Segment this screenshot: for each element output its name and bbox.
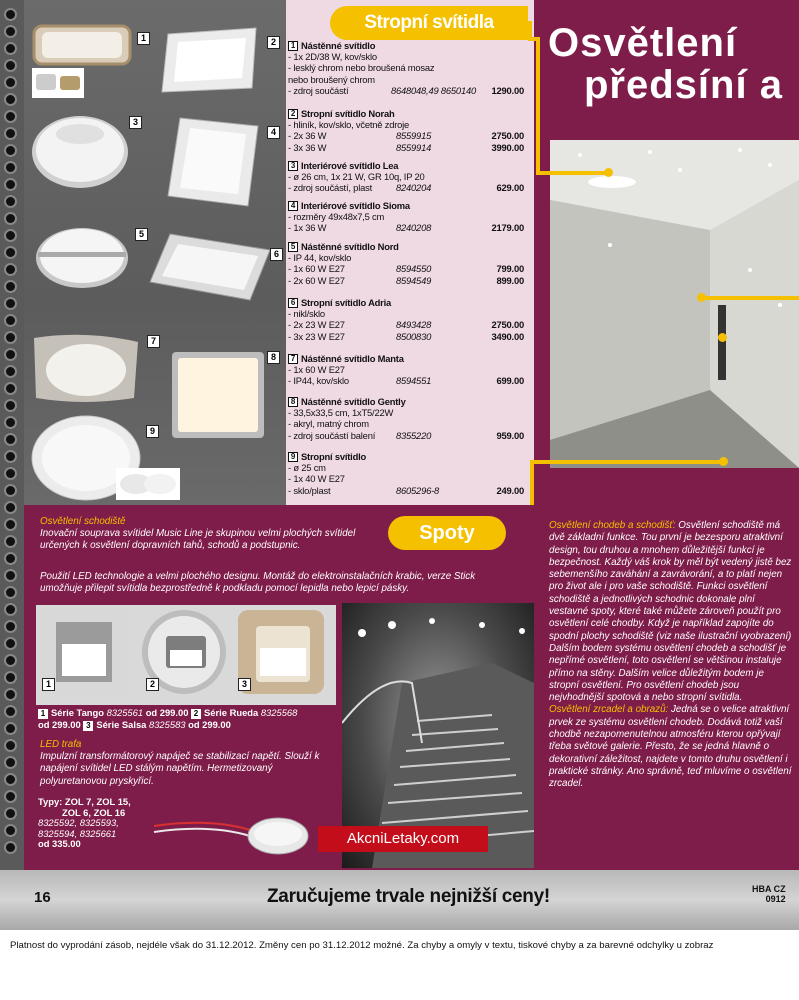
series-rueda-name: Série Rueda: [204, 707, 259, 718]
binding-ring: [6, 503, 15, 512]
watermark: AkcniLetaky.com: [318, 826, 488, 852]
product-spec: - nikl/sklo: [288, 308, 325, 320]
series-salsa-price: od 299.00: [188, 719, 231, 730]
product-price: [476, 462, 524, 473]
product-code: 8594550: [396, 263, 432, 275]
product-item-1: [288, 40, 524, 96]
product-number: 8: [288, 397, 298, 407]
product-3-image: [28, 104, 132, 190]
product-name: Interiérové svítidlo Lea: [301, 160, 399, 171]
binding-ring: [6, 299, 15, 308]
product-spec-row: [288, 418, 524, 429]
product-code: 8605296-8: [396, 484, 440, 496]
series-rueda-code: 8325568: [260, 707, 298, 718]
binding-ring: [6, 758, 15, 767]
product-code: [396, 252, 476, 263]
product-spec: - 1x 60 W E27: [288, 364, 345, 376]
product-price: 899.00: [496, 274, 524, 286]
product-spec: - IP 44, kov/sklo: [288, 252, 352, 264]
product-number: 1: [288, 41, 298, 51]
led-series-line-1: [38, 707, 338, 719]
product-spec: - 2x 36 W: [288, 130, 327, 142]
binding-ring: [6, 367, 15, 376]
product-price: [476, 407, 524, 418]
product-item-8: [288, 396, 524, 441]
hallway-lighting-text: [549, 520, 795, 791]
product-price: [476, 211, 524, 222]
product-code: 8648048,49 8650140: [390, 84, 476, 96]
product-code: [396, 462, 476, 473]
product-price: [476, 418, 524, 429]
series-salsa-name: Série Salsa: [96, 719, 147, 730]
product-name: Nástěnné svítidlo Nord: [301, 241, 399, 252]
product-title: [288, 353, 524, 364]
product-code: 8559915: [396, 130, 432, 142]
connector-line: [700, 296, 799, 300]
series-num-1: 1: [38, 709, 48, 719]
binding-ring: [6, 265, 15, 274]
series-tango-code: 8325561: [106, 707, 144, 718]
product-price: 2750.00: [491, 319, 524, 331]
product-number-9: 9: [146, 425, 159, 438]
product-spec-row: [288, 319, 524, 330]
product-price: [476, 62, 524, 73]
binding-ring: [6, 95, 15, 104]
product-spec-row: [288, 51, 524, 62]
product-number: 6: [288, 298, 298, 308]
binding-ring: [6, 316, 15, 325]
product-code: [409, 119, 476, 130]
product-code: [396, 407, 476, 418]
product-name: Stropní svítidlo Adria: [301, 297, 392, 308]
binding-ring: [6, 248, 15, 257]
product-number-4: 4: [267, 126, 280, 139]
product-spec: - 3x 23 W E27: [288, 330, 345, 342]
product-spec: - hliník, kov/sklo, včetně zdroje: [288, 119, 410, 131]
product-number: 5: [288, 242, 298, 252]
product-spec-row: [288, 182, 524, 193]
product-spec-row: [288, 375, 524, 386]
product-price: 959.00: [496, 429, 524, 441]
product-price: [476, 252, 524, 263]
product-7-image: [30, 332, 142, 406]
product-spec-row: [288, 275, 524, 286]
mirrors-heading: Osvětlení zrcadel a obrazů:: [549, 704, 669, 716]
binding-ring: [6, 588, 15, 597]
product-price: 2179.00: [491, 222, 524, 234]
hallway-photo: [550, 140, 799, 468]
binding-ring: [6, 231, 15, 240]
product-item-6: [288, 297, 524, 342]
product-spec: - 33,5x33,5 cm, 1xT5/22W: [288, 407, 394, 419]
product-spec: - 1x 2D/38 W, kov/sklo: [288, 51, 377, 63]
product-spec-row: [288, 407, 524, 418]
stairs-lights-paragraph-1: Inovační souprava svítidel Music Line je skupinou velmi plochých svítidel určených k osvětlení dopravních tahů, schodů a podstupnic.: [40, 528, 356, 552]
product-number: 4: [288, 201, 298, 211]
binding-ring: [6, 418, 15, 427]
product-spec-row: [288, 308, 524, 319]
product-number-8: 8: [267, 351, 280, 364]
product-code: 8240204: [396, 182, 432, 194]
product-code: 8355220: [396, 429, 432, 441]
product-name: Interiérové svítidlo Sioma: [301, 200, 410, 211]
binding-ring: [6, 809, 15, 818]
product-number: 2: [288, 109, 298, 119]
binding-ring: [6, 469, 15, 478]
product-code: [425, 171, 476, 182]
binding-ring: [6, 707, 15, 716]
product-spec: - lesklý chrom nebo broušená mosaz: [288, 62, 435, 74]
product-number-7: 7: [147, 335, 160, 348]
category-tab: Stropní svítidla: [330, 6, 528, 40]
product-code: 8594549: [396, 274, 432, 286]
product-number-5: 5: [135, 228, 148, 241]
product-5-image: [32, 222, 132, 292]
binding-ring: [6, 61, 15, 70]
led-trafo-paragraph: Impulzní transformátorový napáječ se stabilizací napětí. Slouží k napájení svítidel LED stálým napětím. Hermetizovaný polyuretanovou pryskyřicí.: [40, 751, 320, 787]
connector-line: [534, 460, 724, 464]
product-spec: - 2x 23 W E27: [288, 319, 345, 331]
product-title: [288, 396, 524, 407]
series-salsa-code: 8325583: [149, 719, 186, 730]
binding-ring: [6, 78, 15, 87]
series-tango-price: od 299.00: [145, 707, 189, 718]
product-name: Nástěnné svítidlo Gently: [301, 396, 406, 407]
product-spec: - IP44, kov/sklo: [288, 375, 349, 387]
binding-ring: [6, 333, 15, 342]
product-spec: - rozměry 49x48x7,5 cm: [288, 211, 385, 223]
binding-ring: [6, 112, 15, 121]
product-title: [288, 200, 524, 211]
binding-ring: [6, 605, 15, 614]
product-spec-row: [288, 364, 524, 375]
disclaimer: Platnost do vyprodání zásob, nejdéle však do 31.12.2012. Změny cen po 31.12.2012 možné. Za chyby a omyly v textu, tiskové chyby a za barevné odchylky u zobraz: [10, 940, 714, 951]
binding-ring: [6, 724, 15, 733]
headline-line-2: předsíní a: [584, 63, 783, 107]
product-name: Nástěnné svítidlo Manta: [301, 353, 404, 364]
product-item-3: [288, 160, 524, 194]
product-spec-row: [288, 74, 524, 85]
product-spec-row: [288, 430, 524, 441]
product-price: 699.00: [496, 375, 524, 387]
product-code: [396, 418, 476, 429]
product-2-image: [160, 26, 260, 94]
product-4-image: [160, 110, 264, 214]
led-trafo-heading: LED trafa: [40, 739, 82, 750]
product-number: 3: [288, 161, 298, 171]
binding-ring: [6, 622, 15, 631]
product-price: 1290.00: [491, 84, 524, 96]
product-price: 3990.00: [491, 141, 524, 153]
series-num-2: 2: [191, 709, 201, 719]
product-title: [288, 451, 524, 462]
product-spec-row: [288, 85, 524, 96]
hallway-paragraph: Osvětlení schodiště má dvě základní funkce. Tou první je bezesporu atraktivní design, tou druhou a mnohem důležitější funkcí je bezpečnost. Každý váš krok by měl být vedený jistě bez sebemenšího zaváhání a zavrávorání, a to platí nejen pro život ale i pro vaše schodiště. Funkci osvětlení schodiště a jednotlivých schodnic dokonale plní vestavné spoty, které také můžete zároveň použít pro osvětlení celé chodby. Když je například zapojíte do spodní plochy schodiště (viz naše ilustrační vyobrazení) Dalším bodem systému osvětlení chodeb a schodišť je nepřímé osvětlení, toto osvětlení se většinou instaluje přímo na stěny. Dalším velice důležitým bodem je stropní osvětlení. Pro osvětlení chodeb jsou nejvhodnější spotová a nebo stropní svítidla.: [549, 520, 792, 704]
product-spec: - akryl, matný chrom: [288, 418, 369, 430]
product-item-4: [288, 200, 524, 234]
binding-ring: [6, 214, 15, 223]
product-title: [288, 241, 524, 252]
product-spec-row: [288, 263, 524, 274]
product-6-image: [148, 232, 272, 302]
product-spec-row: [288, 142, 524, 153]
binding-ring: [6, 180, 15, 189]
product-code: 8240208: [396, 222, 432, 234]
product-spec: - 3x 36 W: [288, 141, 327, 153]
product-number-6: 6: [270, 248, 283, 261]
product-item-9: [288, 451, 524, 496]
types-line-2: ZOL 6, ZOL 16: [62, 806, 126, 818]
product-item-7: [288, 353, 524, 387]
product-spec-row: [288, 222, 524, 233]
product-price: 799.00: [496, 263, 524, 275]
connector-line: [536, 171, 608, 175]
product-spec: - zdroj součástí balení: [288, 429, 376, 441]
binding-ring: [6, 350, 15, 359]
series-tango-name: Série Tango: [51, 707, 104, 718]
binding-ring: [6, 741, 15, 750]
binding-ring: [6, 129, 15, 138]
product-price: [476, 171, 524, 182]
types-line-1: Typy: ZOL 7, ZOL 15,: [38, 796, 131, 807]
binding-ring: [6, 690, 15, 699]
product-spec-row: [288, 252, 524, 263]
binding-ring: [6, 792, 15, 801]
spoty-tab: Spoty: [388, 516, 506, 550]
product-spec: - ø 26 cm, 1x 21 W, GR 10q, IP 20: [288, 171, 425, 183]
product-title: [288, 297, 524, 308]
product-spec-row: [288, 130, 524, 141]
product-number-3: 3: [129, 116, 142, 129]
product-spec: - zdroj součástí: [288, 84, 349, 96]
product-9-variant: [116, 468, 180, 500]
stairs-lights-text: [40, 516, 380, 553]
catalog-code-line-1: HBA CZ: [752, 884, 786, 894]
product-price: 249.00: [496, 484, 524, 496]
connector-line: [536, 37, 540, 175]
product-price: [476, 51, 524, 62]
binding-ring: [6, 44, 15, 53]
stairs-lights-paragraph-2: Použití LED technologie a velmi plochého designu. Montáž do elektroinstalačních krabic, verze Stick umožňuje přilepit svítidla bezprostředně k podkladu pomocí lepidla nebo lepicí pásky.: [40, 571, 476, 595]
product-spec-row: [288, 119, 524, 130]
product-code: 8559914: [396, 141, 432, 153]
product-code: [396, 211, 476, 222]
binding-ring: [6, 826, 15, 835]
product-title: [288, 108, 524, 119]
product-code: [434, 62, 476, 73]
product-name: Nástěnné svítidlo: [301, 40, 376, 51]
product-code: [396, 308, 476, 319]
led-trafo-image: [150, 808, 320, 860]
product-spec-row: [288, 171, 524, 182]
product-name: Stropní svítidlo Norah: [301, 108, 395, 119]
product-spec-row: [288, 211, 524, 222]
binding-ring: [6, 282, 15, 291]
led-number-3: 3: [238, 678, 251, 691]
product-spec: - ø 25 cm: [288, 462, 326, 474]
led-rueda-image: [140, 608, 228, 696]
product-price: [476, 364, 524, 375]
product-price: [476, 74, 524, 85]
product-spec-row: [288, 462, 524, 473]
binding-ring: [6, 486, 15, 495]
binding-ring: [6, 435, 15, 444]
binding-ring: [6, 401, 15, 410]
binding-ring: [6, 673, 15, 682]
connector-dot: [718, 333, 727, 342]
product-item-5: [288, 241, 524, 286]
binding-ring: [6, 163, 15, 172]
led-number-2: 2: [146, 678, 159, 691]
binding-ring: [6, 554, 15, 563]
page-number: 16: [34, 889, 51, 906]
led-number-1: 1: [42, 678, 55, 691]
led-salsa-image: [236, 608, 324, 696]
hallway-heading: Osvětlení chodeb a schodišť:: [549, 520, 676, 531]
product-code: [396, 473, 476, 484]
binding-ring: [6, 656, 15, 665]
binding-ring: [6, 775, 15, 784]
product-number: 9: [288, 452, 298, 462]
product-spec: nebo broušený chrom: [288, 73, 375, 85]
product-spec: - 1x 36 W: [288, 222, 327, 234]
binding-ring: [6, 571, 15, 580]
product-spec: - zdroj součástí, plast: [288, 182, 372, 194]
product-title: [288, 40, 524, 51]
product-code: [396, 74, 476, 85]
footer-slogan: Zaručujeme trvale nejnižší ceny!: [267, 886, 550, 907]
product-spec-row: [288, 331, 524, 342]
product-spec-row: [288, 473, 524, 484]
types-codes-1: 8325592, 8325593,: [38, 817, 119, 829]
types-codes-2: 8325594, 8325661: [38, 827, 117, 839]
types-price: od 335.00: [38, 838, 81, 850]
product-spec-row: [288, 62, 524, 73]
product-8-image: [170, 350, 266, 440]
product-price: [476, 473, 524, 484]
product-name: Stropní svítidlo: [301, 451, 367, 462]
product-spec: - 1x 60 W E27: [288, 263, 345, 275]
product-number-2: 2: [267, 36, 280, 49]
trafo-types: [38, 797, 158, 850]
product-spec: - 2x 60 W E27: [288, 274, 345, 286]
led-tango-image: [40, 608, 128, 696]
product-code: [396, 364, 476, 375]
binding-ring: [6, 146, 15, 155]
catalog-code-line-2: 0912: [765, 894, 786, 904]
headline-line-1: Osvětlení: [548, 21, 738, 65]
binding-ring: [6, 197, 15, 206]
led-series-line-2: [38, 719, 338, 731]
product-1-image: [32, 20, 132, 70]
catalog-code: [752, 884, 786, 904]
connector-dot: [719, 457, 728, 466]
product-code: 8594551: [396, 375, 432, 387]
binding-ring: [6, 27, 15, 36]
product-price: [476, 308, 524, 319]
binding-ring: [6, 384, 15, 393]
product-price: 3490.00: [491, 330, 524, 342]
binding-ring: [6, 639, 15, 648]
product-number-1: 1: [137, 32, 150, 45]
binding-ring: [6, 10, 15, 19]
connector-dot: [697, 293, 706, 302]
product-price: [476, 119, 524, 130]
product-title: [288, 160, 524, 171]
product-number: 7: [288, 354, 298, 364]
product-spec: - sklo/plast: [288, 484, 331, 496]
spiral-binding: [0, 0, 24, 870]
stairs-lights-heading: Osvětlení schodiště: [40, 516, 126, 527]
binding-ring: [6, 520, 15, 529]
product-spec-row: [288, 485, 524, 496]
product-price: 629.00: [496, 182, 524, 194]
page-headline: [548, 22, 783, 106]
product-price: 2750.00: [491, 130, 524, 142]
product-code: 8493428: [396, 319, 432, 331]
product-photo-panel: [24, 0, 286, 505]
series-rueda-price: od 299.00: [38, 719, 81, 730]
product-item-2: [288, 108, 524, 153]
led-series-list: [38, 707, 338, 731]
mirrors-paragraph: Jedná se o velice atraktivní prvek ze systému osvětlení chodeb. Dodává totiž vaší chodbě nezapomenutelnou atmosféru kterou opřývají třeba světové galerie. Přesto, že se jedná hlavně o dekorativní záležitost, najdete v tomto druhu osvětlení i praktické stránky. Ano správně, teď mluvíme o osvětlení zrcadel.: [549, 704, 792, 790]
product-code: 8500830: [396, 330, 432, 342]
product-1-variants: [32, 68, 84, 98]
connector-dot: [604, 168, 613, 177]
series-num-3: 3: [83, 721, 93, 731]
binding-ring: [6, 452, 15, 461]
product-code: [396, 51, 476, 62]
binding-ring: [6, 843, 15, 852]
binding-ring: [6, 537, 15, 546]
product-spec: - 1x 40 W E27: [288, 473, 345, 485]
led-trafo-text: [40, 739, 336, 788]
